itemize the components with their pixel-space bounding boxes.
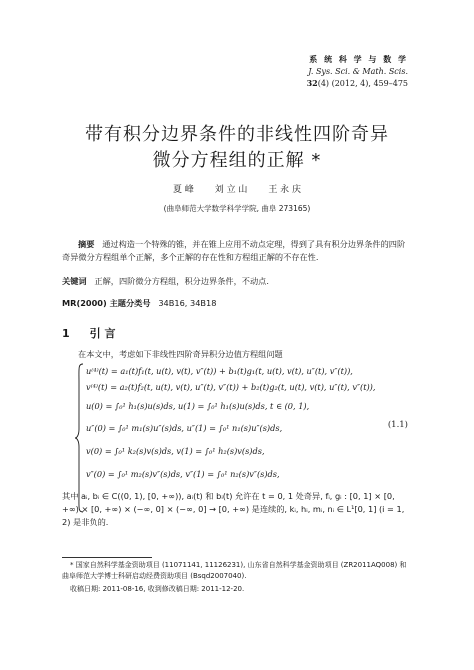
equation-line-2: v⁽⁴⁾(t) = a₂(t)f₂(t, u(t), v(t), u″(t), v″(t)) + b₂(t)g₂(t, u(t), v(t), u″(t), v″(t)), <box>86 382 376 392</box>
msc-codes: 34B16, 34B18 <box>158 298 217 308</box>
journal-name-en: J. Sys. Sci. & Math. Scis. <box>308 67 408 76</box>
keywords-label: 关键词 <box>62 276 87 286</box>
section-heading <box>62 325 136 341</box>
equation-line-6: v″(0) = ∫₀¹ m₂(s)v″(s)ds, v″(1) = ∫₀¹ n₂(s)v″(s)ds, <box>86 469 280 479</box>
author-3: 王 永 庆 <box>268 185 302 195</box>
equation-number: (1.1) <box>387 420 408 430</box>
msc-label: MR(2000) 主题分类号 <box>62 298 151 308</box>
volume-details: (4) (2012, 4), 459–475 <box>317 79 408 88</box>
authors <box>0 182 474 195</box>
journal-name-cn: 系 统 科 学 与 数 学 <box>309 55 408 64</box>
abstract-label: 摘要 <box>78 239 95 249</box>
equation-line-1: u⁽⁴⁾(t) = a₁(t)f₁(t, u(t), v(t), v″(t)) + b₁(t)g₁(t, u(t), v(t), u″(t), v″(t)), <box>86 366 353 376</box>
msc-classification <box>62 297 412 310</box>
keywords <box>62 275 412 288</box>
title-line-1: 带有积分边界条件的非线性四阶奇异 <box>85 124 389 145</box>
title-line-2: 微分方程组的正解 * <box>152 150 322 171</box>
section-number: 1 <box>62 327 70 340</box>
equation-line-4: u″(0) = ∫₀¹ m₁(s)u″(s)ds, u″(1) = ∫₀¹ n₁(s)u″(s)ds, <box>86 423 283 433</box>
journal-volume <box>307 78 408 89</box>
section-title: 引 言 <box>89 327 116 340</box>
intro-text: 在本文中，考虑如下非线性四阶奇异积分边值方程组问题 <box>78 349 283 359</box>
keywords-text: 正解，四阶微分方程组，积分边界条件，不动点. <box>94 276 269 286</box>
abstract-text: 通过构造一个特殊的锥，并在锥上应用不动点定理，得到了具有积分边界条件的四阶奇异微分方程组单个正解，多个正解的存在性和方程组正解的不存在性. <box>62 239 406 262</box>
affiliation: (曲阜师范大学数学科学学院, 曲阜 273165) <box>163 204 311 213</box>
volume-number: 32 <box>306 78 318 88</box>
footnote-funding: * 国家自然科学基金资助项目 (11071141, 11126231), 山东省自然科学基金资助项目 (ZR2011AQ008) 和曲阜师范大学博士科研启动经费资助项目 (Bsqd2007040). <box>62 561 407 580</box>
author-2: 刘 立 山 <box>214 185 248 195</box>
footnote-rule <box>62 557 152 558</box>
abstract <box>62 238 412 264</box>
equation-conditions: 其中 aᵢ, bᵢ ∈ C((0, 1), [0, +∞)), aᵢ(t) 和 bᵢ(t) 允许在 t = 0, 1 处奇异, fᵢ, gᵢ : [0, 1] × [0, +∞) × [0, +∞) × (−∞, 0] × (−∞, 0] → [0, +∞) 是连续的, kᵢ, hᵢ, mᵢ, nᵢ ∈ L¹[0, 1] (i = 1, 2) 是非负的. <box>62 491 405 527</box>
equation-line-3: u(0) = ∫₀¹ h₁(s)u(s)ds, u(1) = ∫₀¹ h₁(s)u(s)ds, t ∈ (0, 1), <box>86 401 310 411</box>
author-1: 夏 峰 <box>172 185 194 195</box>
footnote-dates: 收稿日期: 2011-08-16, 收到修改稿日期: 2011-12-20. <box>70 585 245 593</box>
equation-line-5: v(0) = ∫₀¹ k₂(s)v(s)ds, v(1) = ∫₀¹ h₂(s)v(s)ds, <box>86 446 265 456</box>
